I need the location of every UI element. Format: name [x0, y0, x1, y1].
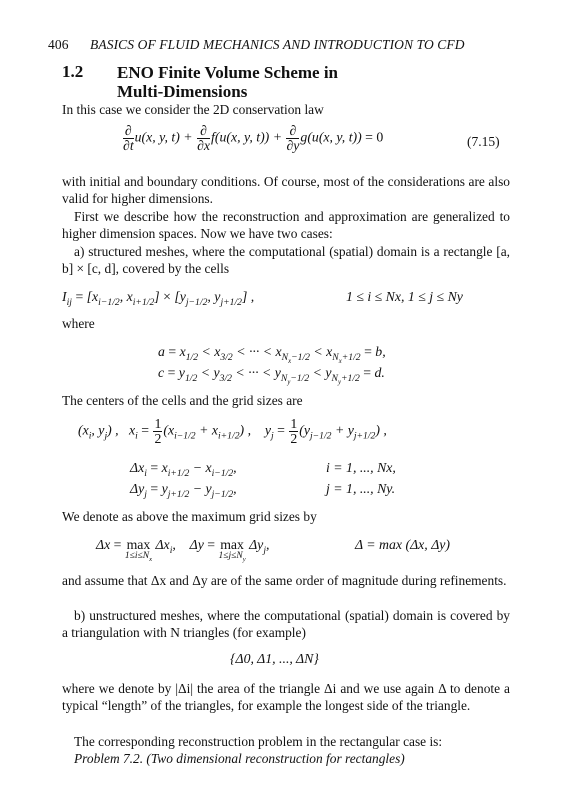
equation-x-partition: $a = x_{1/2} < x_{3/2}$ < ··· < $x_{N_x-1/2} < x_{N_x+1/2} = b$, — [158, 344, 386, 365]
equation-cell-centers: ($x_i$, $y_j$) , $x_i$ = $\frac{1}{2}$ $(x_{i-1/2} + x_{i+1/2})$ , $y_j$ = $\frac{1}{2}$ $(y_{j-1/2} + y_{j+1/2})$ , — [78, 416, 387, 446]
paragraph-centers: The centers of the cells and the grid sizes are — [62, 393, 303, 408]
equation-delta-x: $\Delta x_i = x_{i+1/2} - x_{i-1/2}$, — [130, 460, 237, 479]
running-header — [48, 37, 465, 53]
paragraph-structured-meshes: a) structured meshes, where the computational (spatial) domain is a rectangle [a, b] × [c, d], covered by the cells — [62, 244, 510, 277]
equation-y-partition: $c = y_{1/2} < y_{3/2}$ < ··· < $y_{N_y-1/2} < y_{N_y+1/2} = d$. — [158, 365, 385, 386]
problem-statement: Problem 7.2. (Two dimensional reconstruction for rectangles) — [74, 751, 405, 766]
equation-range-i: i = 1, ..., Nx, — [326, 460, 396, 475]
paragraph-assume: and assume that Δx and Δy are of the same order of magnitude during refinements. — [62, 573, 507, 588]
equation-conservation-law: $\frac{\partial}{\partial t}$ u(x, y, t) + $\frac{\partial}{\partial x}$ f(u(x, y, t)) + $\frac{\partial}{\partial y}$ g(u(x, y, t)) = 0 — [123, 123, 384, 153]
text-where: where — [62, 316, 95, 331]
paragraph-denote: We denote as above the maximum grid sizes by — [62, 509, 317, 524]
section-number: 1.2 — [62, 62, 84, 81]
equation-triangulation: {Δ0, Δ1, ..., ΔN} — [230, 651, 319, 666]
paragraph-intro: In this case we consider the 2D conservation law — [62, 102, 324, 117]
equation-max-delta: Δ = max (Δx, Δy) — [355, 537, 451, 552]
equation-cell-condition: 1 ≤ i ≤ Nx, 1 ≤ j ≤ Ny — [346, 289, 463, 304]
equation-cell-definition: $I_{ij} = [x_{i-1/2}$, $x_{i+1/2}] \times [y_{j-1/2}$, $y_{j+1/2}$] , — [62, 289, 255, 308]
equation-number: (7.15) — [467, 134, 500, 149]
paragraph-unstructured-meshes: b) unstructured meshes, where the computational (spatial) domain is covered by a triangulation with N triangles (for example) — [62, 608, 510, 641]
equation-delta-y: $\Delta y_j = y_{j+1/2} - y_{j-1/2}$, — [130, 481, 237, 500]
section-title-line2: Multi-Dimensions — [117, 82, 248, 101]
running-title: BASICS OF FLUID MECHANICS AND INTRODUCTION TO CFD — [90, 37, 465, 52]
paragraph-corresponding: The corresponding reconstruction problem in the rectangular case is: — [74, 734, 443, 749]
equation-range-j: j = 1, ..., Ny. — [326, 481, 396, 496]
page-number: 406 — [48, 37, 69, 52]
equation-max-grid-sizes: Δx = max $1\le i\le N_x$ $\Delta x_i$, Δy = max $1\le j\le N_y$ $\Delta y_j$, — [96, 537, 270, 563]
section-title-line1: ENO Finite Volume Scheme in — [117, 63, 339, 82]
paragraph-area: where we denote by |Δi| the area of the triangle Δi and we use again Δ to denote a typical “length” of the triangles, for example the longest side of the triangle. — [62, 681, 510, 714]
paragraph-reconstruction: First we describe how the reconstruction and approximation are generalized to higher dimension spaces. Now we have two cases: — [62, 209, 510, 242]
paragraph-conditions: with initial and boundary conditions. Of course, most of the considerations are also valid for higher dimensions. — [62, 174, 510, 207]
